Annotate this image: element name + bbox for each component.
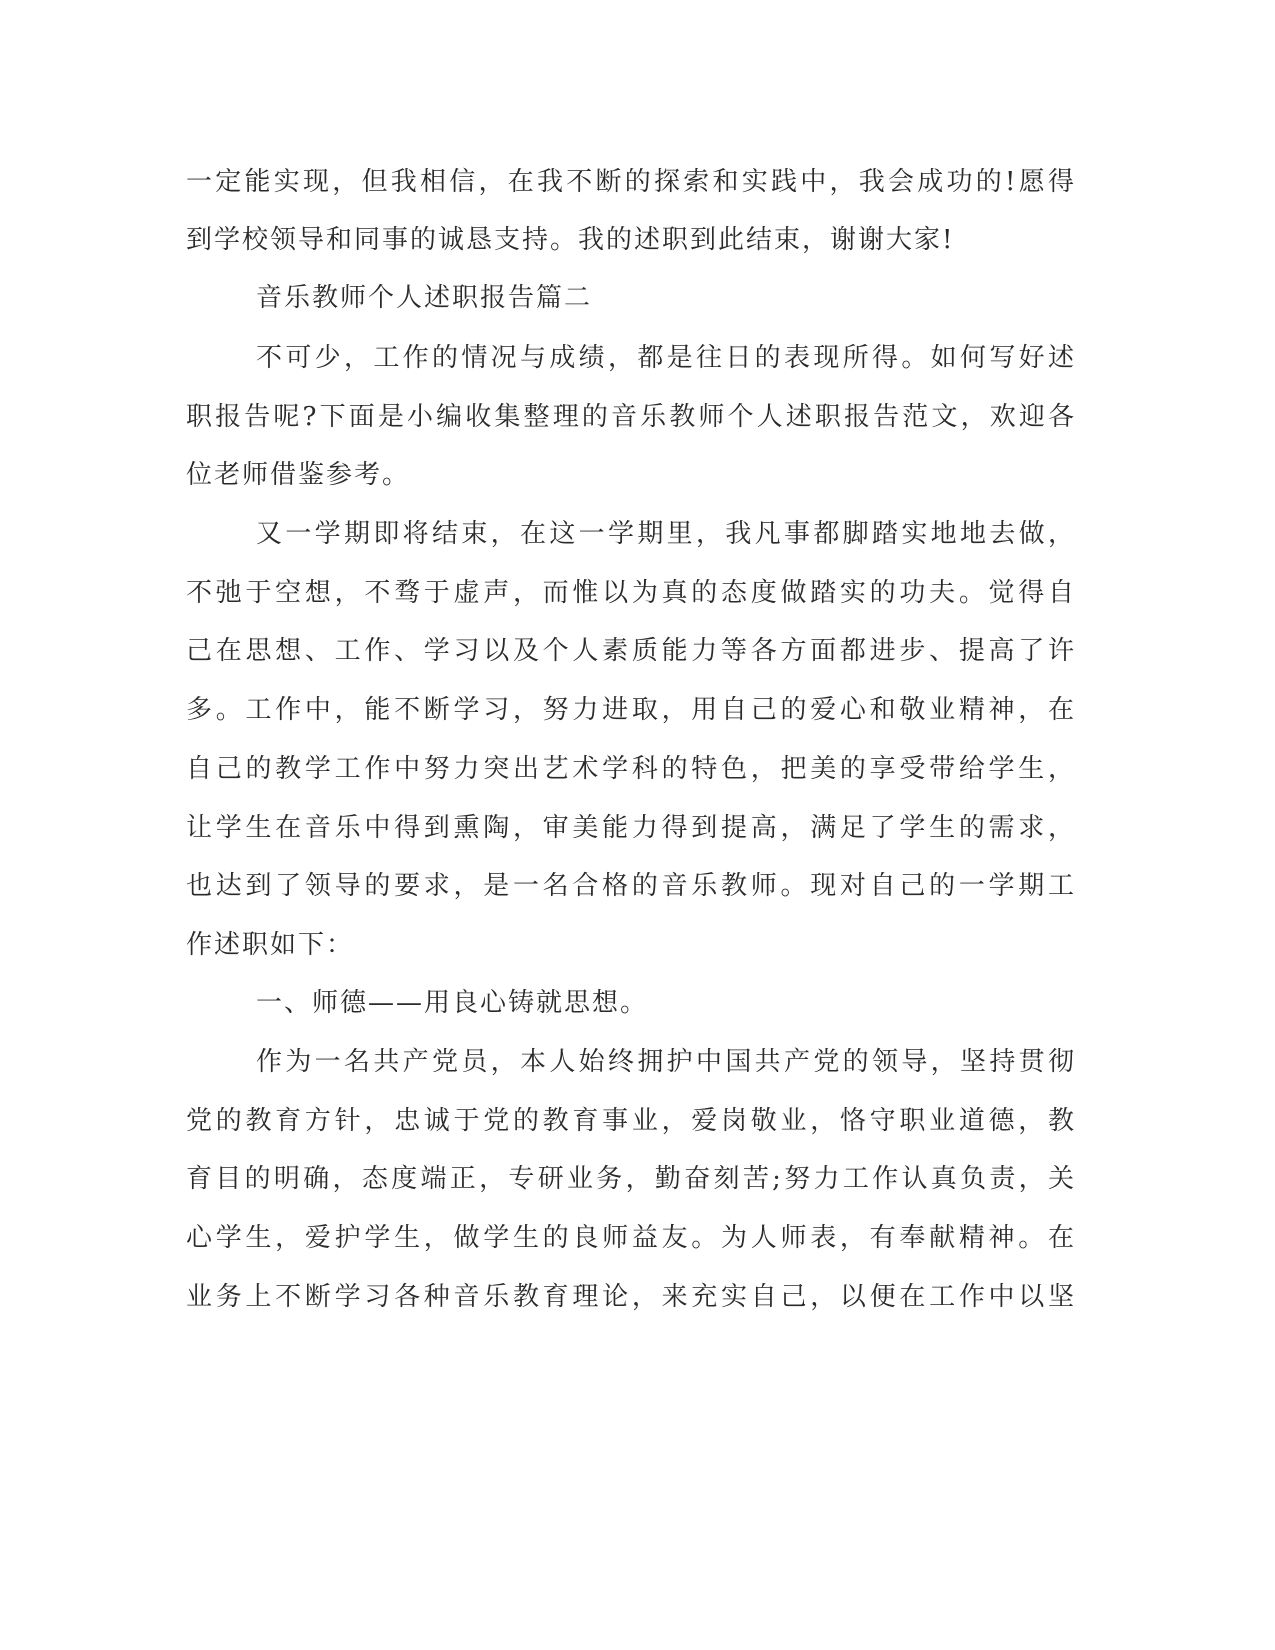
text-line: 多。工作中，能不断学习，努力进取，用自己的爱心和敬业精神，在 <box>186 695 1076 725</box>
text-line: 不可少，工作的情况与成绩，都是往日的表现所得。如何写好述 <box>256 343 1076 373</box>
text-line: 业务上不断学习各种音乐教育理论，来充实自己，以便在工作中以坚 <box>186 1282 1076 1312</box>
text-line: 自己的教学工作中努力突出艺术学科的特色，把美的享受带给学生， <box>186 754 1076 784</box>
text-line: 一定能实现，但我相信，在我不断的探索和实践中，我会成功的!愿得 <box>186 167 1076 197</box>
text-line: 也达到了领导的要求，是一名合格的音乐教师。现对自己的一学期工 <box>186 871 1076 901</box>
section-heading: 一、师德——用良心铸就思想。 <box>256 988 649 1018</box>
text-line: 职报告呢?下面是小编收集整理的音乐教师个人述职报告范文，欢迎各 <box>186 402 1076 432</box>
text-line: 位老师借鉴参考。 <box>186 460 411 490</box>
text-line: 不弛于空想，不骛于虚声，而惟以为真的态度做踏实的功夫。觉得自 <box>186 578 1076 608</box>
text-line: 让学生在音乐中得到熏陶，审美能力得到提高，满足了学生的需求， <box>186 813 1076 843</box>
text-line: 心学生，爱护学生，做学生的良师益友。为人师表，有奉献精神。在 <box>186 1223 1076 1253</box>
text-line: 党的教育方针，忠诚于党的教育事业，爱岗敬业，恪守职业道德，教 <box>186 1106 1076 1136</box>
text-line: 育目的明确，态度端正，专研业务，勤奋刻苦;努力工作认真负责，关 <box>186 1164 1076 1194</box>
text-line: 到学校领导和同事的诚恳支持。我的述职到此结束，谢谢大家! <box>186 225 955 255</box>
text-line: 作述职如下： <box>186 930 355 960</box>
text-line: 又一学期即将结束，在这一学期里，我凡事都脚踏实地地去做， <box>256 519 1076 549</box>
section-heading: 音乐教师个人述职报告篇二 <box>256 283 593 313</box>
text-line: 己在思想、工作、学习以及个人素质能力等各方面都进步、提高了许 <box>186 636 1076 666</box>
text-line: 作为一名共产党员，本人始终拥护中国共产党的领导，坚持贯彻 <box>256 1047 1076 1077</box>
